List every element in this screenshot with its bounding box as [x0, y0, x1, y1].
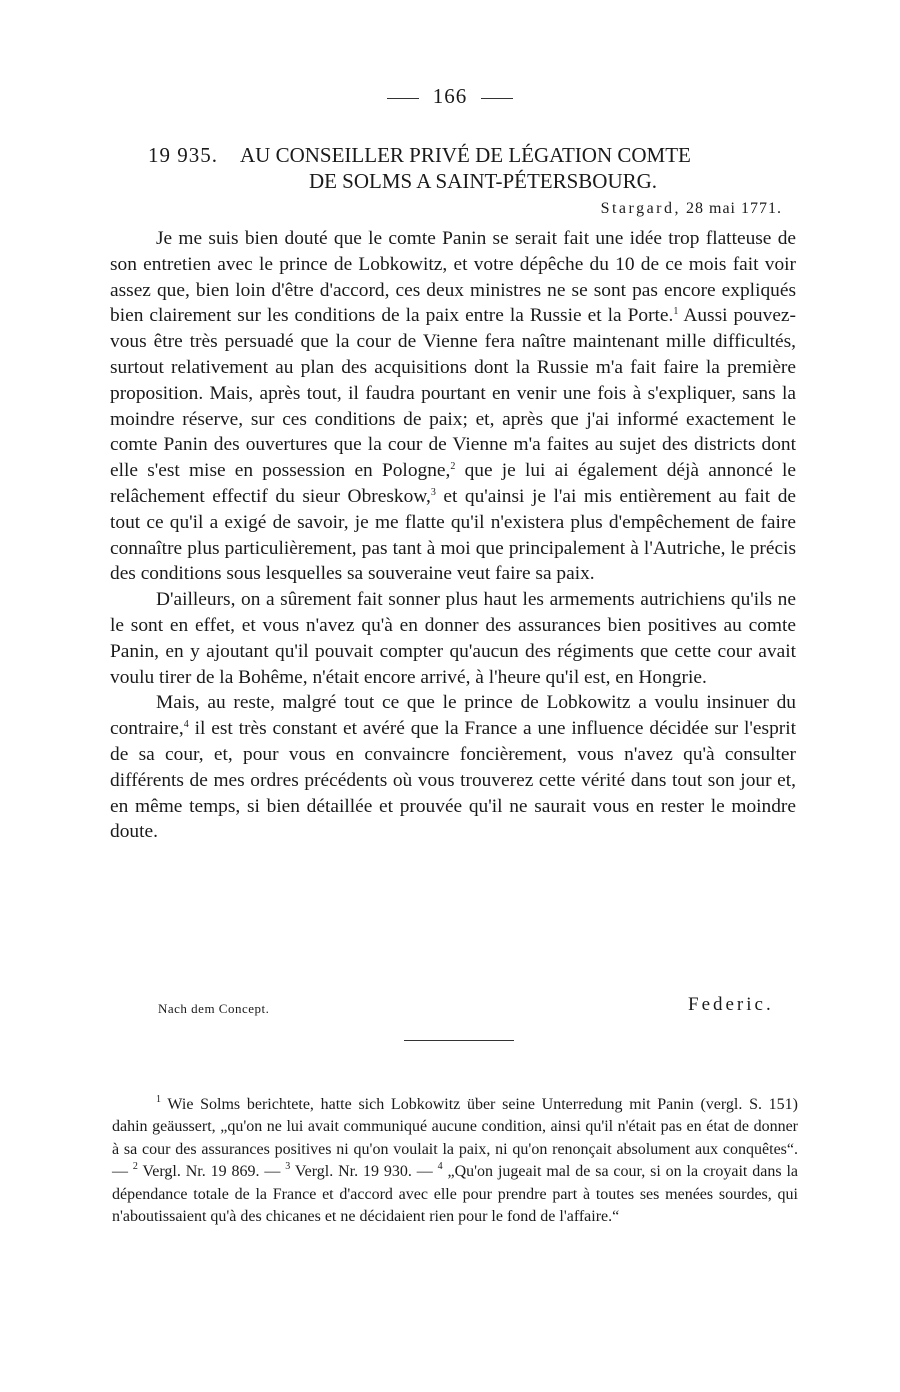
footnote-mark-1: 1	[156, 1094, 161, 1105]
paragraph-3-text-a: Mais, au reste, malgré tout ce que le prince de Lobkowitz a voulu insinuer du contraire,	[110, 692, 796, 740]
footnote-divider	[404, 1040, 514, 1041]
dateline	[601, 200, 782, 218]
signature: Federic.	[688, 994, 774, 1015]
paragraph-1-text-c: que je lui ai également déjà annoncé le relâchement effectif du sieur Obreskow,	[110, 460, 796, 507]
footnote-text-3: Vergl. Nr. 19 930. —	[290, 1163, 438, 1181]
source-note: Nach dem Concept.	[158, 1001, 270, 1016]
letter-body	[110, 226, 796, 845]
footnote-block	[112, 1094, 798, 1228]
paragraph-3	[110, 690, 796, 845]
footnote-ref-4: 4	[183, 719, 189, 731]
document-number: 19 935.	[148, 143, 218, 167]
paragraph-3-text-b: il est très constant et avéré que la France a une influence décidée sur l'esprit de sa cour, et, pour vous en convaincre foncièrement, vous n'avez qu'à consulter différents de mes ordres précédents où vous trouverez cette vérité dans tout son jour et, en même temps, si bien détaillée et prouvée qu'il ne saurait vous en rester le moindre doute.	[110, 718, 796, 843]
footnote-ref-3: 3	[430, 486, 436, 498]
footnote-text-1: Wie Solms berichtete, hatte sich Lobkowitz über seine Unterredung mit Panin (vergl. S. 151) dahin geäussert, „qu'on ne lui avait communiqué aucune condition, ainsi qu'il n'était pas en état de donner à sa cour des assurances positives ni qu'on voulait la paix, ni qu'on renonçait absolument aux conquêtes“. —	[112, 1096, 798, 1181]
paragraph-1-text-d: et qu'ainsi je l'ai mis entièrement au fait de tout ce qu'il a exigé de savoir, je me flatte qu'il n'existera plus d'empêchement de faire connaître plus particulièrement, pas tant à moi que principalement à l'Autriche, le précis des conditions sous lesquelles sa souveraine veut faire sa paix.	[110, 485, 796, 585]
header-rule-left	[387, 98, 419, 99]
footnote-mark-2: 2	[132, 1161, 138, 1173]
footnote-text-4: „Qu'on jugeait mal de sa cour, si on la croyait dans la dépendance totale de la France et d'accord avec elle pour prendre part à toutes ses menées sourdes, qui n'aboutissaient qu'à des chicanes et ne décidaient rien pour le fond de l'affaire.“	[112, 1163, 799, 1226]
paragraph-1-text-b: Aussi pouvez-vous être très persuadé que la cour de Vienne fera naître maintenant mille difficultés, surtout relativement au plan des acquisitions dont la Russie m'a fait faire la première proposition. Mais, après tout, il faudra pourtant en venir une fois à s'expliquer, sans la moindre réserve, sur ces conditions de paix; et, après que j'ai informé exactement le comte Panin des ouvertures que la cour de Vienne m'a faites au sujet des districts dont elle s'est mise en possession en Pologne,	[110, 305, 796, 482]
footnote-mark-3: 3	[285, 1161, 291, 1173]
dateline-place: Stargard,	[600, 200, 681, 217]
paragraph-1-text-a: Je me suis bien douté que le comte Panin se serait fait une idée trop flatteuse de son entretien avec le prince de Lobkowitz, et votre dépêche du 10 de ce mois fait voir assez que, bien loin d'être d'accord, ces deux ministres ne se sont pas encore expliqués bien clairement sur les conditions de la paix entre la Russie et la Porte.	[110, 228, 796, 327]
document-title-line1: AU CONSEILLER PRIVÉ DE LÉGATION COMTE	[240, 143, 691, 167]
footnote-text-2: Vergl. Nr. 19 869. —	[137, 1163, 286, 1181]
page-header	[0, 84, 900, 109]
page-number: 166	[432, 84, 468, 108]
footnote-ref-1: 1	[673, 306, 679, 318]
footnotes	[112, 1094, 798, 1228]
paragraph-1	[110, 226, 796, 587]
paragraph-2: D'ailleurs, on a sûrement fait sonner plus haut les armements autrichiens qu'ils ne le sont en effet, et vous n'avez qu'à en donner des assurances bien positives au comte Panin, en y ajoutant qu'il pouvait compter qu'aucun des régiments que cette cour avait voulu tirer de la Bohême, n'était encore arrivé, à l'heure qu'il est, en Hongrie.	[110, 589, 796, 688]
footnote-ref-2: 2	[450, 461, 456, 473]
header-rule-right	[481, 98, 513, 99]
document-heading	[148, 142, 788, 194]
dateline-date: 28 mai 1771.	[686, 200, 782, 217]
document-title-line2: DE SOLMS A SAINT-PÉTERSBOURG.	[308, 169, 658, 193]
footnote-mark-4: 4	[437, 1161, 443, 1173]
